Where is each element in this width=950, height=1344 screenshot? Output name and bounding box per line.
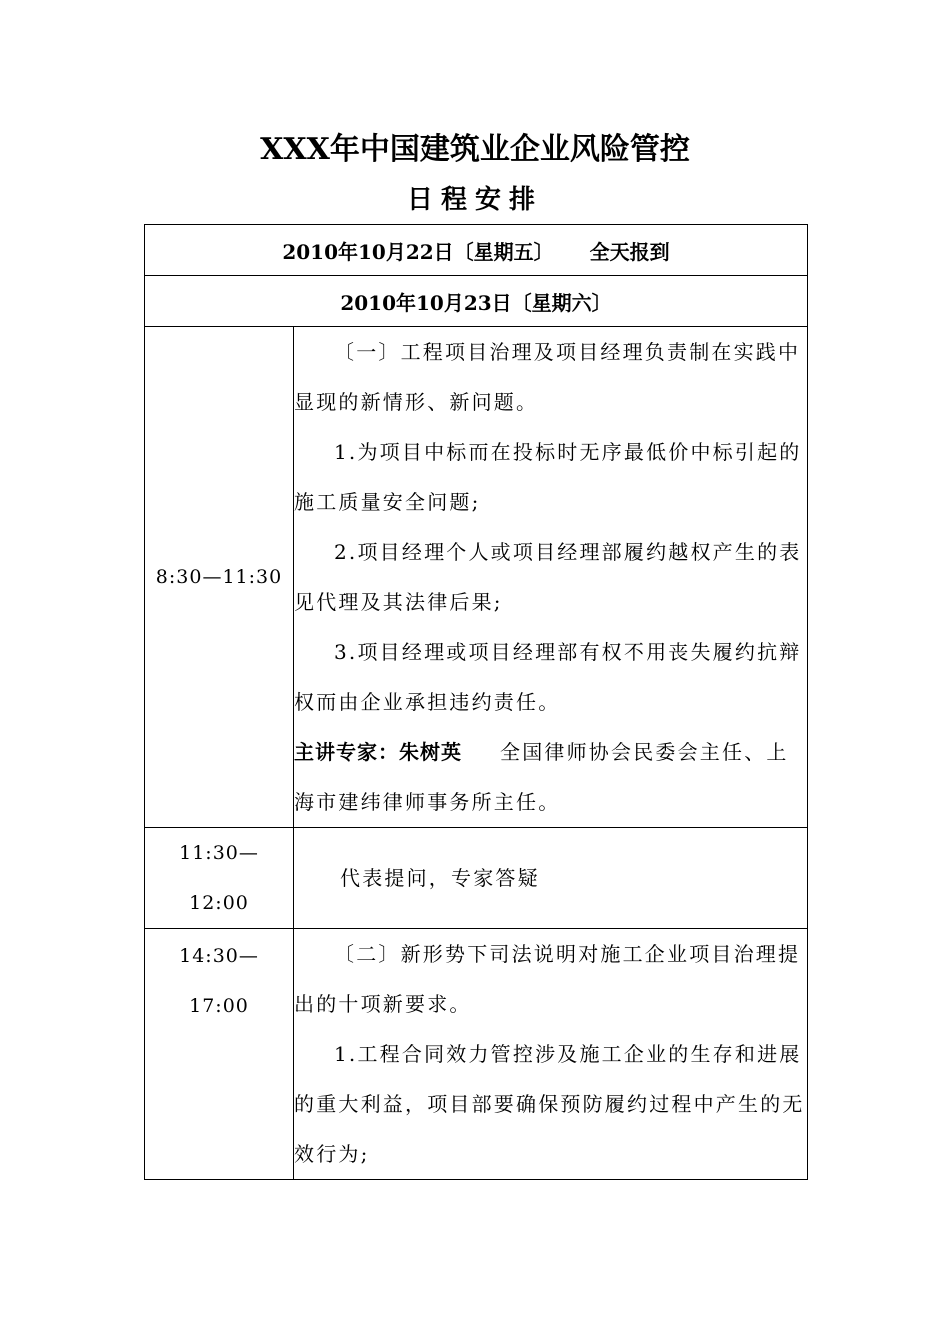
session2-time-end: 12:00 — [189, 892, 249, 914]
session1-time: 8:30—11:30 — [145, 327, 294, 828]
schedule-table — [144, 224, 808, 1180]
day-header-2 — [145, 276, 808, 327]
day1-date: 2010年10月22日〔星期五〕 — [282, 239, 554, 264]
session2-content — [294, 828, 808, 929]
speaker-label: 主讲专家：朱树英 — [294, 740, 462, 764]
session2-text: 代表提问，专家答疑 — [340, 866, 540, 890]
session3-time-start: 14:30— — [179, 945, 259, 967]
document-subtitle: 日程安排 — [406, 185, 543, 215]
session1-item-2: 2.项目经理个人或项目经理部履约越权产生的表见代理及其法律后果; — [294, 540, 802, 614]
document-title: XXX年中国建筑业企业风险管控 — [260, 132, 690, 167]
day-row-1 — [145, 225, 808, 276]
session1-heading: 〔一〕工程项目治理及项目经理负责制在实践中显现的新情形、新问题。 — [294, 340, 801, 414]
session-row-3 — [145, 929, 808, 1180]
session1-content — [294, 327, 808, 828]
session3-time-end: 17:00 — [189, 995, 249, 1017]
session-row-2 — [145, 828, 808, 929]
session1-item-1: 1.为项目中标而在投标时无序最低价中标引起的施工质量安全问题; — [294, 440, 802, 514]
session3-item-1: 1.工程合同效力管控涉及施工企业的生存和进展的重大利益，项目部要确保预防履约过程中产生的无效行为; — [294, 1042, 805, 1166]
session-row-1 — [145, 327, 808, 828]
day-header-1 — [145, 225, 808, 276]
day1-note: 全天报到 — [589, 239, 670, 264]
session1-speaker — [294, 727, 807, 827]
session2-time-start: 11:30— — [179, 842, 259, 864]
day-row-2 — [145, 276, 808, 327]
day2-date: 2010年10月23日〔星期六〕 — [340, 290, 612, 315]
session3-heading: 〔二〕新形势下司法说明对施工企业项目治理提出的十项新要求。 — [294, 942, 801, 1016]
session1-item-3: 3.项目经理或项目经理部有权不用丧失履约抗辩权而由企业承担违约责任。 — [294, 640, 802, 714]
session2-time — [145, 828, 294, 929]
session3-content — [294, 929, 808, 1180]
session3-time — [145, 929, 294, 1180]
speaker-desc: 全国律师协会民委会主任、上海市建纬律师事务所主任。 — [294, 740, 789, 814]
